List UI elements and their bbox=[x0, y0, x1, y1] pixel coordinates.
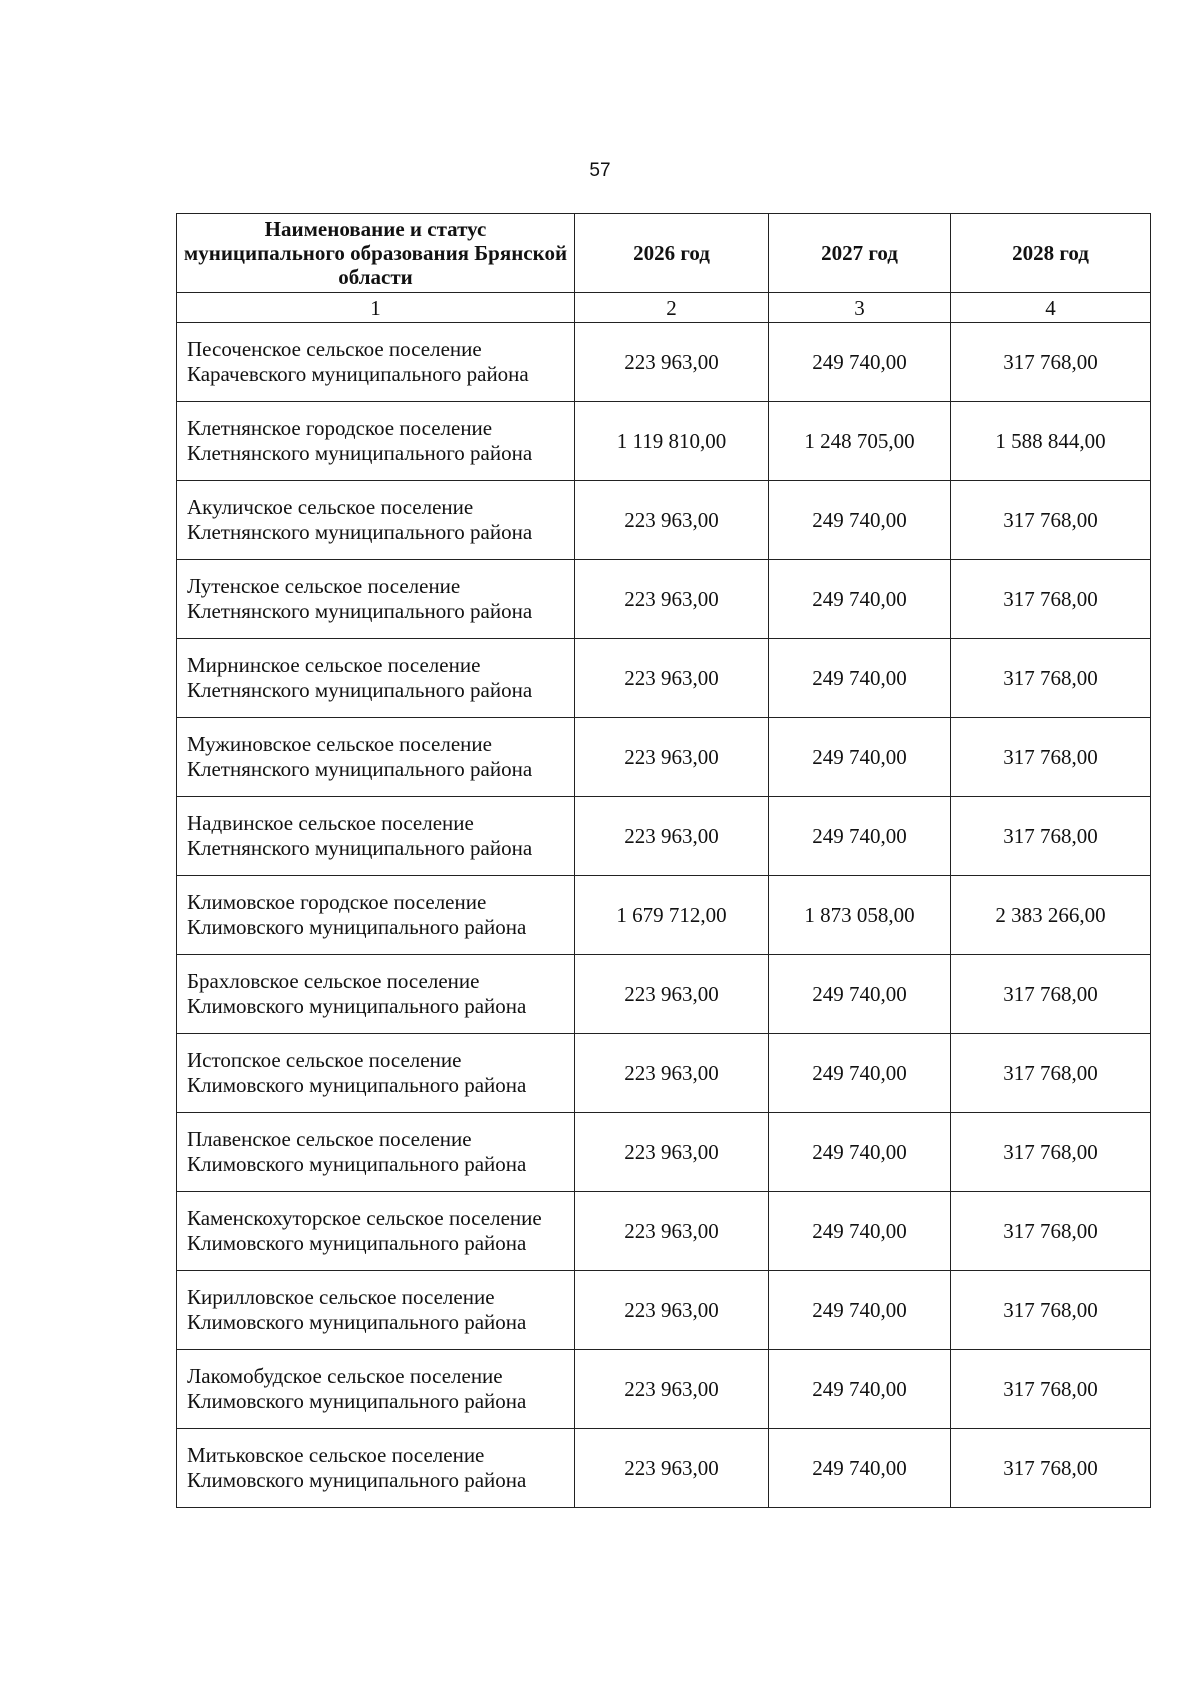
table-row bbox=[177, 402, 1151, 481]
municipality-name-cell: Климовское городское поселение Климовского муниципального района bbox=[177, 876, 575, 955]
value-2027-cell: 249 740,00 bbox=[769, 1113, 951, 1192]
municipality-name-cell: Брахловское сельское поселение Климовского муниципального района bbox=[177, 955, 575, 1034]
value-2026-cell: 1 679 712,00 bbox=[575, 876, 769, 955]
header-year-2027: 2027 год bbox=[769, 214, 951, 293]
value-2027-cell: 249 740,00 bbox=[769, 1034, 951, 1113]
header-year-2028: 2028 год bbox=[951, 214, 1151, 293]
value-2028-cell: 317 768,00 bbox=[951, 1192, 1151, 1271]
table-row bbox=[177, 1429, 1151, 1508]
table-header-row bbox=[177, 214, 1151, 293]
value-2027-cell: 249 740,00 bbox=[769, 1192, 951, 1271]
value-2026-cell: 223 963,00 bbox=[575, 560, 769, 639]
municipality-name-cell: Надвинское сельское поселение Клетнянского муниципального района bbox=[177, 797, 575, 876]
page-number: 57 bbox=[589, 160, 611, 181]
table-row bbox=[177, 323, 1151, 402]
value-2028-cell: 317 768,00 bbox=[951, 1429, 1151, 1508]
value-2027-cell: 249 740,00 bbox=[769, 797, 951, 876]
value-2028-cell: 317 768,00 bbox=[951, 718, 1151, 797]
municipality-name-cell: Плавенское сельское поселение Климовского муниципального района bbox=[177, 1113, 575, 1192]
value-2027-cell: 1 873 058,00 bbox=[769, 876, 951, 955]
municipality-name-cell: Песоченское сельское поселение Карачевского муниципального района bbox=[177, 323, 575, 402]
value-2028-cell: 317 768,00 bbox=[951, 1271, 1151, 1350]
value-2028-cell: 317 768,00 bbox=[951, 481, 1151, 560]
value-2026-cell: 223 963,00 bbox=[575, 323, 769, 402]
table-row bbox=[177, 718, 1151, 797]
value-2026-cell: 223 963,00 bbox=[575, 1034, 769, 1113]
column-number: 4 bbox=[951, 293, 1151, 323]
column-number: 2 bbox=[575, 293, 769, 323]
municipality-name-cell: Лутенское сельское поселение Клетнянского муниципального района bbox=[177, 560, 575, 639]
value-2026-cell: 223 963,00 bbox=[575, 1350, 769, 1429]
value-2027-cell: 249 740,00 bbox=[769, 323, 951, 402]
column-number-row bbox=[177, 293, 1151, 323]
municipality-name-cell: Кирилловское сельское поселение Климовского муниципального района bbox=[177, 1271, 575, 1350]
value-2026-cell: 223 963,00 bbox=[575, 797, 769, 876]
table-row bbox=[177, 639, 1151, 718]
value-2026-cell: 223 963,00 bbox=[575, 481, 769, 560]
table-row bbox=[177, 1350, 1151, 1429]
value-2026-cell: 223 963,00 bbox=[575, 1113, 769, 1192]
table-row bbox=[177, 1271, 1151, 1350]
value-2027-cell: 249 740,00 bbox=[769, 1271, 951, 1350]
value-2027-cell: 249 740,00 bbox=[769, 955, 951, 1034]
value-2027-cell: 249 740,00 bbox=[769, 639, 951, 718]
value-2028-cell: 317 768,00 bbox=[951, 1034, 1151, 1113]
value-2026-cell: 223 963,00 bbox=[575, 639, 769, 718]
budget-table bbox=[176, 213, 1151, 1508]
value-2027-cell: 249 740,00 bbox=[769, 560, 951, 639]
value-2028-cell: 317 768,00 bbox=[951, 560, 1151, 639]
value-2028-cell: 317 768,00 bbox=[951, 955, 1151, 1034]
table-row bbox=[177, 1034, 1151, 1113]
column-number: 3 bbox=[769, 293, 951, 323]
table-row bbox=[177, 876, 1151, 955]
value-2026-cell: 1 119 810,00 bbox=[575, 402, 769, 481]
municipality-name-cell: Мирнинское сельское поселение Клетнянского муниципального района bbox=[177, 639, 575, 718]
municipality-name-cell: Клетнянское городское поселение Клетнянского муниципального района bbox=[177, 402, 575, 481]
value-2026-cell: 223 963,00 bbox=[575, 1429, 769, 1508]
table-row bbox=[177, 1192, 1151, 1271]
table-row bbox=[177, 481, 1151, 560]
municipality-name-cell: Акуличское сельское поселение Клетнянского муниципального района bbox=[177, 481, 575, 560]
value-2028-cell: 317 768,00 bbox=[951, 797, 1151, 876]
header-municipality-name: Наименование и статус муниципального образования Брянской области bbox=[177, 214, 575, 293]
table-row bbox=[177, 797, 1151, 876]
column-number: 1 bbox=[177, 293, 575, 323]
table-row bbox=[177, 1113, 1151, 1192]
value-2028-cell: 1 588 844,00 bbox=[951, 402, 1151, 481]
header-year-2026: 2026 год bbox=[575, 214, 769, 293]
municipality-name-cell: Истопское сельское поселение Климовского муниципального района bbox=[177, 1034, 575, 1113]
municipality-name-cell: Митьковское сельское поселение Климовского муниципального района bbox=[177, 1429, 575, 1508]
value-2028-cell: 317 768,00 bbox=[951, 1350, 1151, 1429]
value-2027-cell: 249 740,00 bbox=[769, 1429, 951, 1508]
value-2026-cell: 223 963,00 bbox=[575, 1192, 769, 1271]
municipality-name-cell: Мужиновское сельское поселение Клетнянского муниципального района bbox=[177, 718, 575, 797]
value-2028-cell: 317 768,00 bbox=[951, 1113, 1151, 1192]
value-2026-cell: 223 963,00 bbox=[575, 718, 769, 797]
value-2026-cell: 223 963,00 bbox=[575, 955, 769, 1034]
value-2028-cell: 317 768,00 bbox=[951, 323, 1151, 402]
value-2027-cell: 249 740,00 bbox=[769, 481, 951, 560]
municipality-name-cell: Лакомобудское сельское поселение Климовского муниципального района bbox=[177, 1350, 575, 1429]
value-2027-cell: 249 740,00 bbox=[769, 718, 951, 797]
value-2027-cell: 1 248 705,00 bbox=[769, 402, 951, 481]
table-row bbox=[177, 955, 1151, 1034]
municipality-name-cell: Каменскохуторское сельское поселение Климовского муниципального района bbox=[177, 1192, 575, 1271]
value-2027-cell: 249 740,00 bbox=[769, 1350, 951, 1429]
value-2028-cell: 2 383 266,00 bbox=[951, 876, 1151, 955]
value-2028-cell: 317 768,00 bbox=[951, 639, 1151, 718]
value-2026-cell: 223 963,00 bbox=[575, 1271, 769, 1350]
table-row bbox=[177, 560, 1151, 639]
